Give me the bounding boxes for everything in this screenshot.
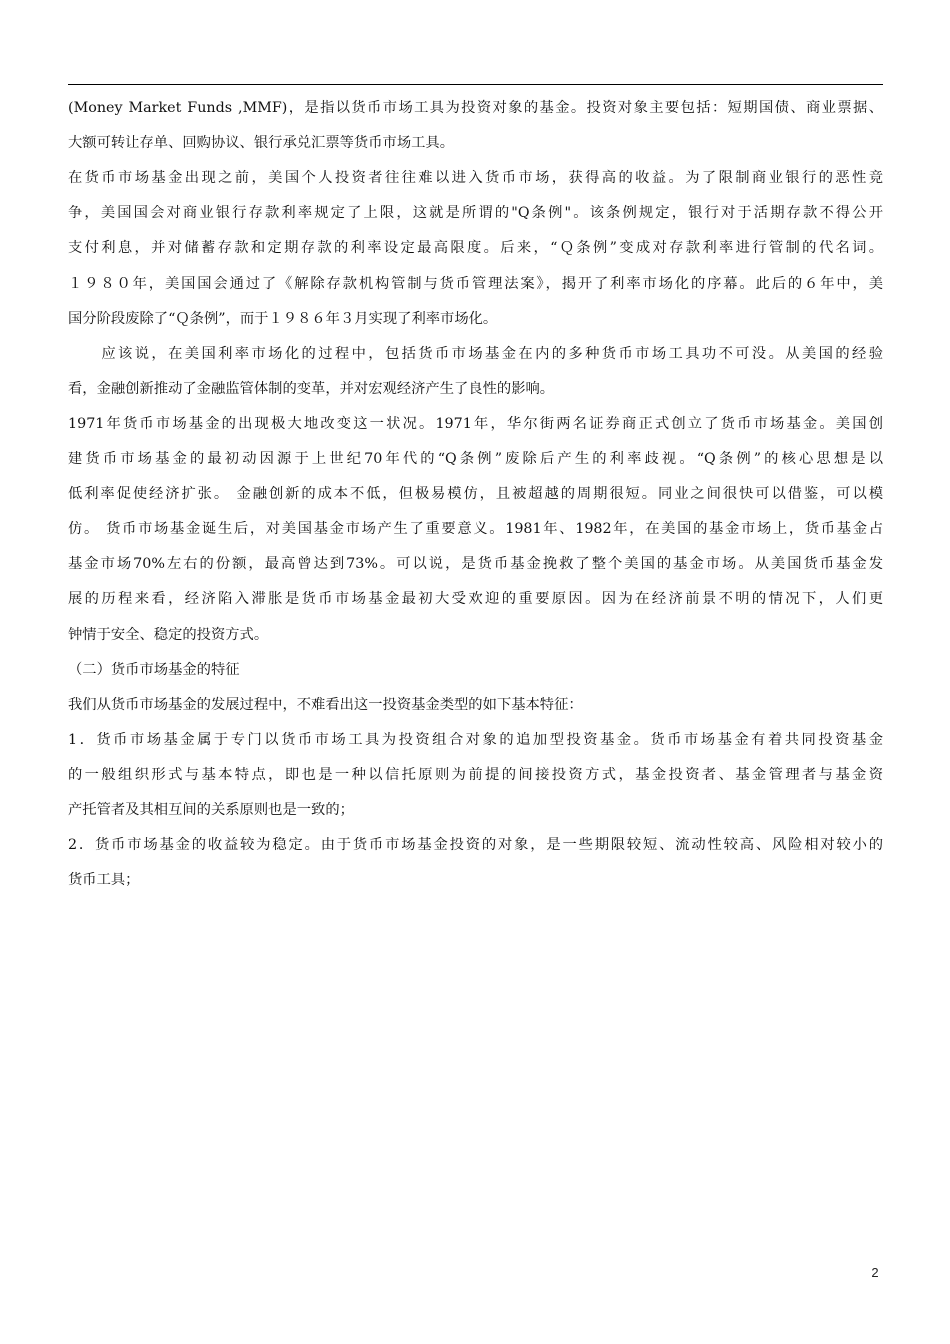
paragraph-4-line-5: 基金市场70%左右的份额，最高曾达到73%。可以说，是货币基金挽救了整个美国的基金市场。从美国货币基金发 — [68, 556, 883, 573]
page-number: 2 — [871, 1265, 879, 1280]
paragraph-7-line-2: 的一般组织形式与基本特点，即也是一种以信托原则为前提的间接投资方式，基金投资者、基金管理者与基金资 — [68, 766, 883, 783]
paragraph-2-line-5: 国分阶段废除了“Ｑ条例”，而于１９８６年３月实现了利率市场化。 — [68, 310, 498, 327]
paragraph-3-line-1: 应该说，在美国利率市场化的过程中，包括货币市场基金在内的多种货币市场工具功不可没。从美国的经验 — [68, 345, 883, 362]
paragraph-8-line-2: 货币工具； — [68, 872, 140, 889]
paragraph-4-line-6: 展的历程来看，经济陷入滞胀是货币市场基金最初大受欢迎的重要原因。因为在经济前景不明的情况下，人们更 — [68, 591, 883, 608]
paragraph-5-line-1: （二）货币市场基金的特征 — [68, 661, 240, 678]
paragraph-4-line-3: 低利率促使经济扩张。 金融创新的成本不低，但极易模仿，且被超越的周期很短。同业之间很快可以借鉴，可以模 — [68, 486, 883, 503]
paragraph-4-line-1: 1971年货币市场基金的出现极大地改变这一状况。1971年，华尔街两名证券商正式创立了货币市场基金。美国创 — [68, 415, 883, 432]
paragraph-2-line-2: 争，美国国会对商业银行存款利率规定了上限，这就是所谓的"Q条例"。该条例规定，银行对于活期存款不得公开 — [68, 205, 883, 222]
paragraph-7-line-1: 1．货币市场基金属于专门以货币市场工具为投资组合对象的追加型投资基金。货币市场基金有着共同投资基金 — [68, 731, 883, 748]
paragraph-6-line-1: 我们从货币市场基金的发展过程中，不难看出这一投资基金类型的如下基本特征： — [68, 696, 583, 713]
paragraph-1-line-1: (Money Market Funds ,MMF)，是指以货币市场工具为投资对象的基金。投资对象主要包括：短期国债、商业票据、 — [68, 100, 883, 116]
paragraph-7-line-3: 产托管者及其相互间的关系原则也是一致的； — [68, 802, 354, 818]
paragraph-8-line-1: 2．货币市场基金的收益较为稳定。由于货币市场基金投资的对象，是一些期限较短、流动性较高、风险相对较小的 — [68, 837, 883, 854]
paragraph-4-line-7: 钟情于安全、稳定的投资方式。 — [68, 626, 269, 643]
paragraph-2-line-3: 支付利息，并对储蓄存款和定期存款的利率设定最高限度。后来，“Ｑ条例”变成对存款利率进行管制的代名词。 — [68, 240, 883, 257]
paragraph-1-line-2: 大额可转让存单、回购协议、银行承兑汇票等货币市场工具。 — [68, 135, 455, 152]
paragraph-4-line-2: 建货币市场基金的最初动因源于上世纪70年代的“Q条例”废除后产生的利率歧视。“Q条例”的核心思想是以 — [68, 451, 883, 467]
paragraph-4-line-4: 仿。 货币市场基金诞生后，对美国基金市场产生了重要意义。1981年、1982年，在美国的基金市场上，货币基金占 — [68, 521, 883, 538]
paragraph-3-line-2: 看，金融创新推动了金融监管体制的变革，并对宏观经济产生了良性的影响。 — [68, 380, 555, 397]
header-rule — [68, 84, 883, 85]
paragraph-2-line-4: １９８０年，美国国会通过了《解除存款机构管制与货币管理法案》，揭开了利率市场化的序幕。此后的６年中，美 — [68, 275, 883, 292]
paragraph-2-line-1: 在货币市场基金出现之前，美国个人投资者往往难以进入货币市场，获得高的收益。为了限制商业银行的恶性竞 — [68, 170, 883, 187]
